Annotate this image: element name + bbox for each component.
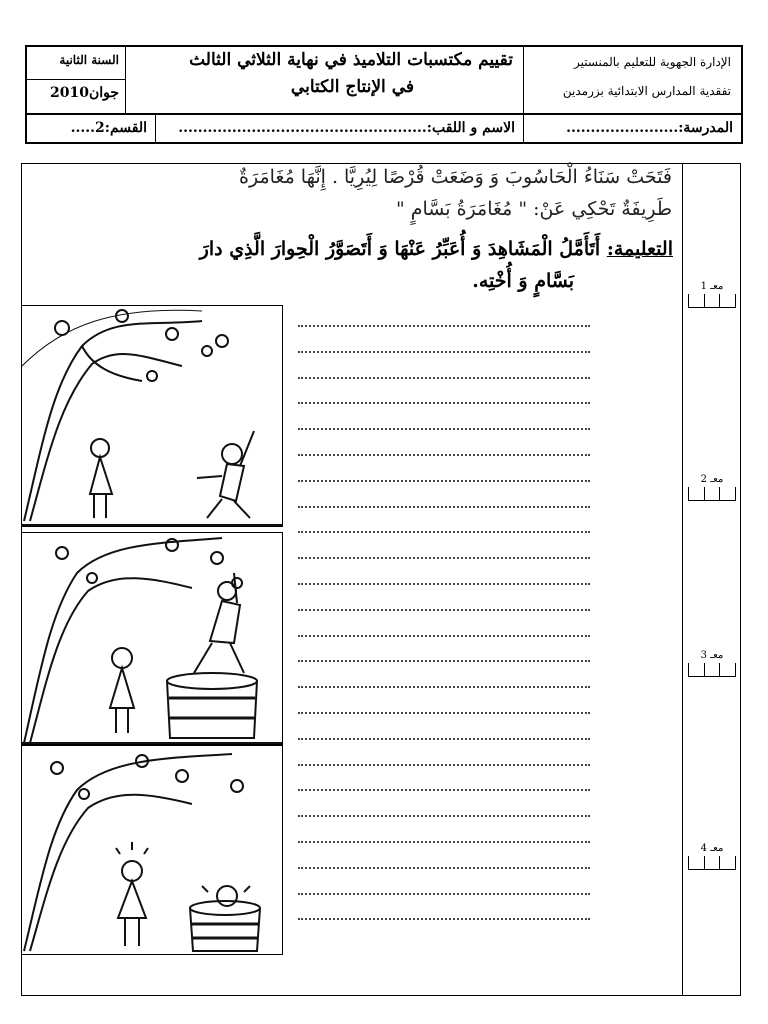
writing-line[interactable] [298, 738, 590, 740]
score-cells[interactable] [688, 294, 736, 308]
writing-line[interactable] [298, 557, 590, 559]
instruction-line-1 [200, 238, 673, 260]
criterion-label: معـ 3 [700, 650, 724, 661]
header-table [25, 45, 743, 144]
criterion-label: معـ 1 [700, 281, 724, 292]
writing-line[interactable] [298, 377, 590, 379]
scene-panel-2 [21, 532, 283, 745]
writing-line[interactable] [298, 531, 590, 533]
criterion-box-3[interactable] [688, 650, 736, 677]
criterion-box-2[interactable] [688, 474, 736, 501]
writing-line[interactable] [298, 867, 590, 869]
date-label: جوان2010 [49, 85, 119, 101]
page-subtitle: في الإنتاج الكتابي [290, 77, 414, 97]
writing-line[interactable] [298, 815, 590, 817]
divider [523, 115, 524, 143]
writing-line[interactable] [298, 609, 590, 611]
writing-line[interactable] [298, 789, 590, 791]
criterion-box-1[interactable] [688, 281, 736, 308]
admin-line-1: الإدارة الجهوية للتعليم بالمنستير [573, 55, 731, 69]
intro-line-1: فَتَحَتْ سَنَاءُ الْحَاسُوبَ وَ وَضَعَتْ قُرْصًا لِيُرِيَّا . إِنَّهَا مُغَامَرَةٌ [239, 166, 672, 188]
writing-line[interactable] [298, 635, 590, 637]
writing-line[interactable] [298, 764, 590, 766]
divider [523, 47, 524, 113]
divider [27, 79, 125, 80]
writing-line[interactable] [298, 686, 590, 688]
divider [27, 113, 741, 115]
criterion-label: معـ 2 [700, 474, 724, 485]
score-cells[interactable] [688, 663, 736, 677]
instruction-label: التعليمة: [606, 238, 673, 260]
writing-line[interactable] [298, 918, 590, 920]
page-title: تقييم مكتسبات التلاميذ في نهاية الثلاثي الثالث [189, 50, 513, 70]
writing-line[interactable] [298, 454, 590, 456]
divider [125, 47, 126, 113]
scene-2-illustration [22, 533, 283, 745]
scene-1-illustration [22, 306, 283, 527]
writing-line[interactable] [298, 712, 590, 714]
score-column-divider [682, 163, 683, 996]
instruction-line-2: بَسَّامٍ وَ أُخْتِه. [472, 270, 574, 292]
scene-panel-3 [21, 745, 283, 955]
writing-line[interactable] [298, 325, 590, 327]
grade-label: السنة الثانية [59, 53, 119, 67]
writing-line[interactable] [298, 480, 590, 482]
class-field[interactable]: القسم:2..... [70, 120, 147, 136]
divider [155, 115, 156, 143]
writing-line[interactable] [298, 660, 590, 662]
criterion-box-4[interactable] [688, 843, 736, 870]
writing-line[interactable] [298, 402, 590, 404]
school-field[interactable]: المدرسة:....................... [566, 120, 733, 136]
writing-line[interactable] [298, 506, 590, 508]
admin-line-2: تفقدية المدارس الابتدائية بزرمدين [562, 84, 731, 98]
writing-line[interactable] [298, 351, 590, 353]
criterion-label: معـ 4 [700, 843, 724, 854]
intro-line-2: طَرِيفَةٌ تَحْكِي عَنْ: " مُغَامَرَةُ بَسَّامٍ " [395, 198, 672, 220]
writing-line[interactable] [298, 428, 590, 430]
writing-line[interactable] [298, 893, 590, 895]
score-cells[interactable] [688, 487, 736, 501]
score-cells[interactable] [688, 856, 736, 870]
instruction-text: أَتَأَمَّلُ الْمَشَاهِدَ وَ أُعَبِّرُ عَنْهَا وَ أَتَصَوَّرُ الْحِوارَ الَّذِي دارَ [199, 238, 601, 260]
writing-line[interactable] [298, 841, 590, 843]
scene-panel-1 [21, 305, 283, 527]
writing-line[interactable] [298, 583, 590, 585]
name-field[interactable]: الاسم و اللقب:................................................... [178, 120, 515, 136]
scene-3-illustration [22, 746, 283, 955]
